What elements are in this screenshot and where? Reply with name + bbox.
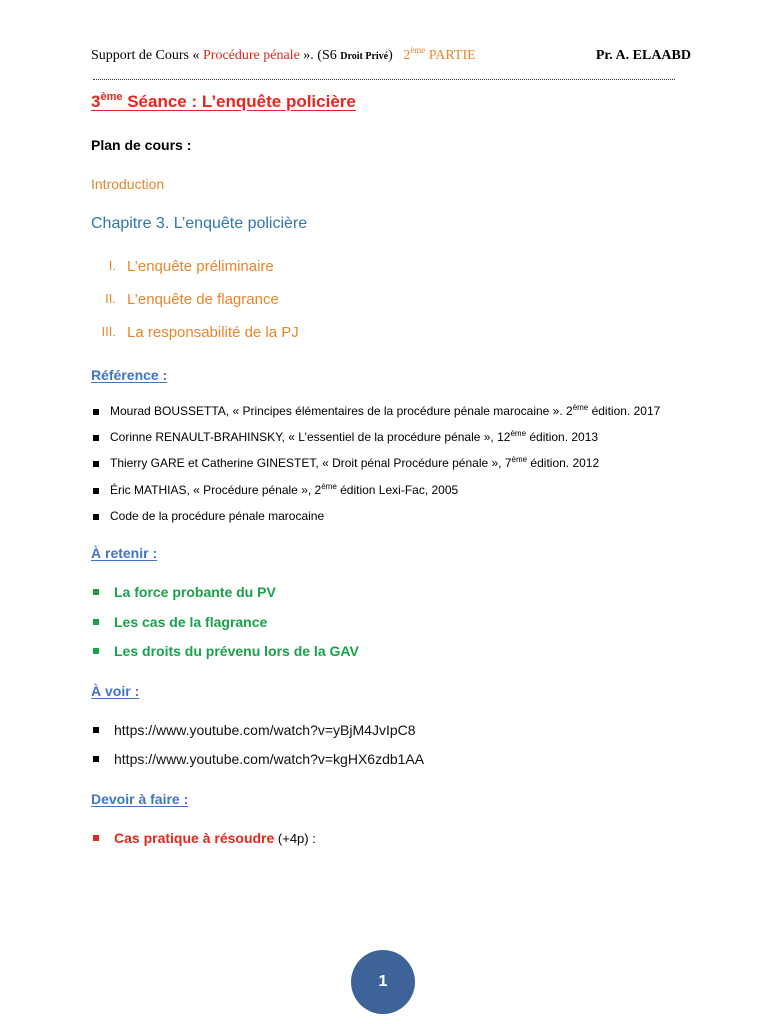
bullet-icon — [93, 835, 99, 841]
bullet-icon — [93, 756, 99, 762]
plan-label: Plan de cours : — [91, 137, 192, 153]
devoir-strong: Cas pratique à résoudre — [114, 830, 275, 846]
header-course-info — [91, 45, 476, 64]
chapter-title: Chapitre 3. L’enquête policière — [91, 215, 308, 232]
references-heading: Référence : — [91, 367, 168, 383]
section-label: L’enquête préliminaire — [127, 258, 274, 275]
section-number: II. — [105, 291, 116, 306]
header-program: Droit Privé — [340, 51, 389, 62]
section-label: La responsabilité de la PJ — [127, 324, 299, 341]
page-number-badge: 1 — [351, 950, 415, 1014]
section-number: I. — [108, 258, 116, 273]
page-title: 3ème Séance : L’enquête policière — [91, 91, 356, 111]
bullet-icon — [93, 589, 99, 595]
bullet-icon — [93, 409, 99, 415]
devoir-points: (+4p) : — [274, 831, 316, 846]
introduction-label: Introduction — [91, 176, 165, 192]
header-author: Pr. A. ELAABD — [595, 48, 691, 63]
voir-heading: À voir : — [91, 683, 140, 699]
header-divider — [93, 79, 675, 80]
header-part: 2ème PARTIE — [403, 45, 476, 63]
bullet-icon — [93, 619, 99, 625]
header-prefix: Support de Cours « — [91, 48, 203, 63]
bullet-icon — [93, 488, 99, 494]
bullet-icon — [93, 648, 99, 654]
header-close: ) — [388, 48, 393, 63]
bullet-icon — [93, 435, 99, 441]
header-middle: ». (S6 — [299, 48, 341, 63]
section-number: III. — [101, 324, 116, 339]
devoir-heading: Devoir à faire : — [91, 791, 189, 807]
header-course-name: Procédure pénale — [203, 48, 300, 63]
bullet-icon — [93, 514, 99, 520]
retenir-heading: À retenir : — [91, 545, 158, 561]
bullet-icon — [93, 461, 99, 467]
page-header — [91, 45, 691, 66]
section-label: L’enquête de flagrance — [127, 291, 279, 308]
bullet-icon — [93, 727, 99, 733]
